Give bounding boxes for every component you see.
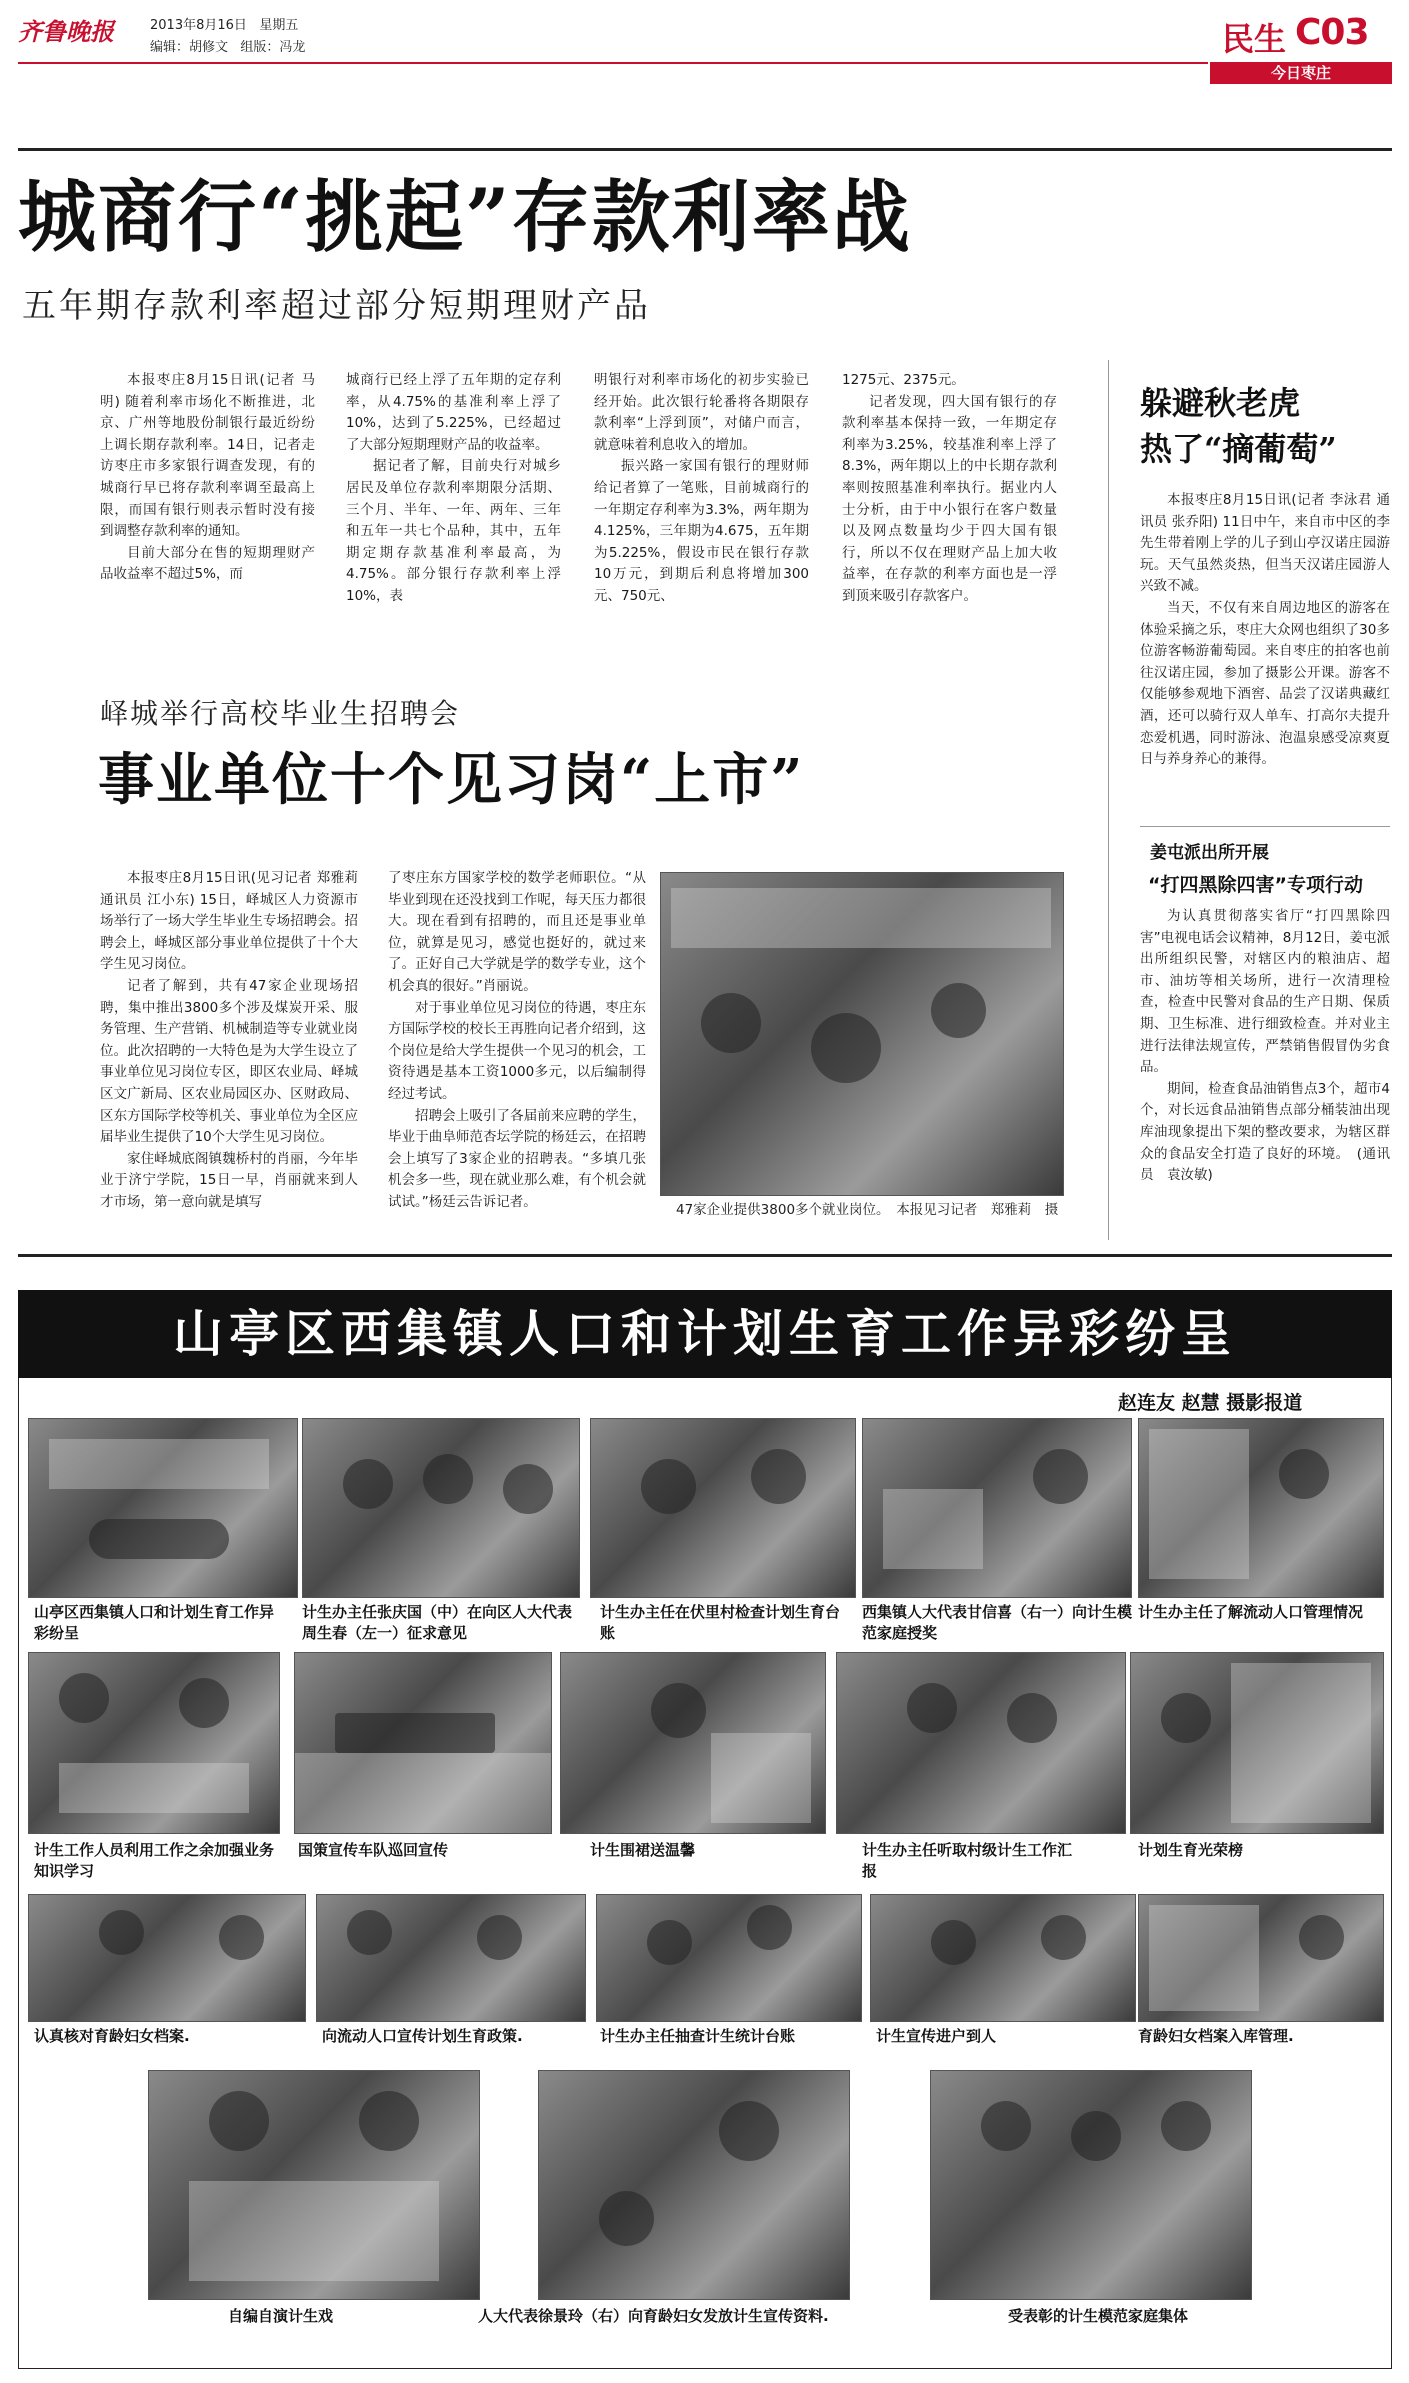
feature-photo-18 <box>930 2070 1252 2300</box>
paragraph: 本报枣庄8月15日讯(见习记者 郑雅莉 通讯员 江小东) 15日，峄城区人力资源市场举行了一场大学生毕业生专场招聘会。招聘会上，峄城区部分事业单位提供了十个大学生见习岗位。 <box>100 870 358 973</box>
editor-credit: 编辑：胡修文 <box>150 40 229 55</box>
paragraph: 城商行已经上浮了五年期的定存利率，从4.75%的基准利率上浮了10%，达到了5.225%，已经超过了大部分短期理财产品的收益率。 <box>346 372 561 453</box>
jobs-kicker: 峄城举行高校毕业生招聘会 <box>100 697 461 730</box>
side-headline-2: “打四黑除四害”专项行动 <box>1148 874 1363 896</box>
paragraph: 1275元、2375元。 <box>842 372 965 388</box>
side-kicker: 姜屯派出所开展 <box>1150 843 1269 863</box>
issue-date: 2013年8月16日 <box>150 18 247 33</box>
feature-photo-15 <box>1138 1894 1384 2022</box>
paragraph: 记者了解到，共有47家企业现场招聘，集中推出3800多个涉及煤炭开采、服务管理、生产营销、机械制造等专业就业岗位。此次招聘的一大特色是为大学生设立了事业单位见习岗位专区，即区农业局、峄城区文广新局、区农业局园区办、区财政局、区东方国际学校等机关、事业单位为全区应届毕业生提供了10个大学生见习岗位。 <box>100 977 358 1146</box>
feature-photo-2 <box>302 1418 580 1598</box>
paragraph: 记者发现，四大国有银行的存款利率基本保持一致，一年期定存利率为3.25%，较基准利率上浮了8.3%，两年期以上的中长期存款利率则按照基准利率执行。据业内人士分析，由于中小银行在客户数量以及网点数量均少于四大国有银行，所以不仅在理财产品上加大收益率，在存款的利率方面也是一浮到顶来吸引存款客户。 <box>842 393 1057 604</box>
feature-caption-10: 计划生育光荣榜 <box>1138 1841 1244 1859</box>
feature-photo-14 <box>870 1894 1136 2022</box>
feature-banner-title: 山亭区西集镇人口和计划生育工作异彩纷呈 <box>173 1304 1237 1363</box>
side-rule <box>1140 826 1390 827</box>
feature-caption-16: 自编自演计生戏 <box>228 2307 334 2325</box>
feature-photo-6 <box>28 1652 280 1834</box>
paragraph: 了枣庄东方国家学校的数学老师职位。“从毕业到现在还没找到工作呢，每天压力都很大。现在看到有招聘的，而且还是事业单位，就算是见习，感觉也挺好的，就过来了。正好自己大学就是学的数学专业，这个机会真的很好。”肖丽说。 <box>388 870 646 994</box>
feature-photo-12 <box>316 1894 586 2022</box>
feature-photo-10 <box>1130 1652 1384 1834</box>
feature-photo-9 <box>836 1652 1126 1834</box>
side-headline-line-1: 躲避秋老虎 <box>1140 384 1301 422</box>
feature-caption-8: 计生围裙送温馨 <box>590 1841 696 1859</box>
feature-photo-3 <box>590 1418 856 1598</box>
paragraph: 振兴路一家国有银行的理财师给记者算了一笔账，目前城商行的一年期定存利率为3.3%，两年期为4.125%，三年期为4.675，五年期为5.225%，假设市民在银行存款10万元，到期后利息将增加300元、750元、 <box>594 458 809 604</box>
section-label: 民生 <box>1222 20 1287 58</box>
feature-photo-11 <box>28 1894 306 2022</box>
feature-caption-15: 育龄妇女档案入库管理. <box>1138 2027 1294 2045</box>
side-headline-line-2: 热了“摘葡萄” <box>1140 430 1337 468</box>
lead-column-2 <box>346 370 561 608</box>
paragraph: 为认真贯彻落实省厅“打四黑除四害”电视电话会议精神，8月12日，姜屯派出所组织民警，对辖区内的粮油店、超市、油坊等相关场所，进行一次清理检查，检查中民警对食品的生产日期、保质期、卫生标准、进行细致检查。并对业主进行法律法规宣传，严禁销售假冒伪劣食品。 <box>1140 908 1390 1076</box>
feature-photo-1 <box>28 1418 298 1598</box>
paragraph: 据记者了解，目前央行对城乡居民及单位存款利率期限分活期、三个月、半年、一年、两年、三年和五年一共七个品种，其中，五年期定期存款基准利率最高，为4.75%。部分银行存款利率上浮10%，表 <box>346 458 561 604</box>
lead-column-4 <box>842 370 1057 608</box>
lead-subhead: 五年期存款利率超过部分短期理财产品 <box>22 286 651 326</box>
side-story-body-2 <box>1140 906 1390 1187</box>
feature-byline: 赵连友 赵慧 摄影报道 <box>1118 1392 1303 1414</box>
layout-credit: 组版：冯龙 <box>240 40 306 55</box>
feature-photo-17 <box>538 2070 850 2300</box>
paragraph: 本报枣庄8月15日讯(记者 李泳君 通讯员 张乔阳) 11日中午，来自市中区的李先生带着刚上学的儿子到山亭汉诺庄园游玩。天气虽然炎热，但当天汉诺庄园游人兴致不减。 <box>1140 492 1390 595</box>
feature-caption-2: 计生办主任张庆国（中）在向区人大代表周生春（左一）征求意见 <box>302 1603 573 1642</box>
feature-photo-7 <box>294 1652 552 1834</box>
job-fair-photo-caption: 47家企业提供3800多个就业岗位。 本报见习记者 郑雅莉 摄 <box>676 1202 1059 1218</box>
header-date <box>150 14 298 33</box>
feature-caption-7: 国策宣传车队巡回宣传 <box>298 1841 449 1859</box>
job-fair-photo <box>660 872 1064 1196</box>
feature-caption-18: 受表彰的计生模范家庭集体 <box>1008 2307 1189 2325</box>
paragraph: 家住峄城底阁镇魏桥村的肖丽，今年毕业于济宁学院，15日一早，肖丽就来到人才市场，第一意向就是填写 <box>100 1150 358 1210</box>
paragraph: 本报枣庄8月15日讯(记者 马明) 随着利率市场化不断推进，北京、广州等地股份制银行最近纷纷上调长期存款利率。14日，记者走访枣庄市多家银行调查发现，有的城商行早已将存款利率调至最高上限，而国有银行则表示暂时没有接到调整存款利率的通知。 <box>100 372 315 540</box>
feature-caption-6: 计生工作人员利用工作之余加强业务知识学习 <box>34 1841 275 1880</box>
feature-caption-12: 向流动人口宣传计划生育政策. <box>322 2027 523 2045</box>
feature-top-rule <box>18 1254 1392 1257</box>
feature-photo-4 <box>862 1418 1132 1598</box>
lead-headline: 城商行“挑起”存款利率战 <box>18 172 912 263</box>
paragraph: 招聘会上吸引了各届前来应聘的学生，毕业于曲阜师范杏坛学院的杨廷云，在招聘会上填写了3家企业的招聘表。“多填几张机会多一些，现在就业那么难，有个机会就试试。”杨廷云告诉记者。 <box>388 1107 646 1210</box>
subsection-tab: 今日枣庄 <box>1210 62 1392 84</box>
feature-photo-8 <box>560 1652 826 1834</box>
header-rule <box>18 62 1208 64</box>
paragraph: 对于事业单位见习岗位的待遇，枣庄东方国际学校的校长王再胜向记者介绍到，这个岗位是给大学生提供一个见习的机会，工资待遇是基本工资1000多元，以后编制得经过考试。 <box>388 999 646 1102</box>
feature-caption-9: 计生办主任听取村级计生工作汇报 <box>862 1841 1073 1880</box>
paragraph: 当天，不仅有来自周边地区的游客在体验采摘之乐，枣庄大众网也组织了30多位游客畅游葡萄园。来自枣庄的拍客也前往汉诺庄园，参加了摄影公开课。游客不仅能够参观地下酒窖、品尝了汉诺典藏红酒，还可以骑行双人单车、打高尔夫提升恋爱机遇，同时游泳、泡温泉感受凉爽夏日与养身养心的兼得。 <box>1140 599 1390 768</box>
feature-photo-13 <box>596 1894 862 2022</box>
lead-column-1 <box>100 370 315 586</box>
feature-caption-5: 计生办主任了解流动人口管理情况 <box>1138 1603 1364 1621</box>
feature-caption-13: 计生办主任抽查计生统计台账 <box>600 2027 796 2045</box>
paragraph: 期间，检查食品油销售点3个，超市4个，对长远食品油销售点部分桶装油出现库油现象提出下架的整改要求，为辖区群众的食品安全打造了良好的环境。 (通讯员 袁汝敏) <box>1140 1080 1390 1184</box>
feature-photo-16 <box>148 2070 480 2300</box>
side-story-body <box>1140 490 1390 771</box>
page-number: C03 <box>1295 12 1369 53</box>
feature-caption-4: 西集镇人大代表甘信喜（右一）向计生模范家庭授奖 <box>862 1603 1133 1642</box>
side-headline <box>1140 380 1337 472</box>
lead-column-3 <box>594 370 809 608</box>
header-staff <box>150 36 305 55</box>
feature-caption-1: 山亭区西集镇人口和计划生育工作异彩纷呈 <box>34 1603 275 1642</box>
masthead-logo: 齐鲁晚报 <box>18 17 114 46</box>
paragraph: 目前大部分在售的短期理财产品收益率不超过5%，而 <box>100 544 315 583</box>
lead-top-rule <box>18 148 1392 151</box>
jobs-headline: 事业单位十个见习岗“上市” <box>98 747 805 813</box>
paragraph: 明银行对利率市场化的初步实验已经开始。此次银行轮番将各期限存款利率“上浮到顶”，对储户而言，就意味着利息收入的增加。 <box>594 372 809 453</box>
feature-photo-5 <box>1138 1418 1384 1598</box>
feature-caption-14: 计生宣传进户到人 <box>876 2027 997 2045</box>
jobs-column-2 <box>388 868 646 1214</box>
side-divider <box>1108 360 1109 1240</box>
jobs-column-1 <box>100 868 358 1214</box>
feature-caption-3: 计生办主任在伏里村检查计划生育台账 <box>600 1603 841 1642</box>
issue-weekday: 星期五 <box>259 18 299 33</box>
feature-caption-17: 人大代表徐景玲（右）向育龄妇女发放计生宣传资料. <box>478 2307 829 2325</box>
feature-caption-11: 认真核对育龄妇女档案. <box>34 2027 190 2045</box>
